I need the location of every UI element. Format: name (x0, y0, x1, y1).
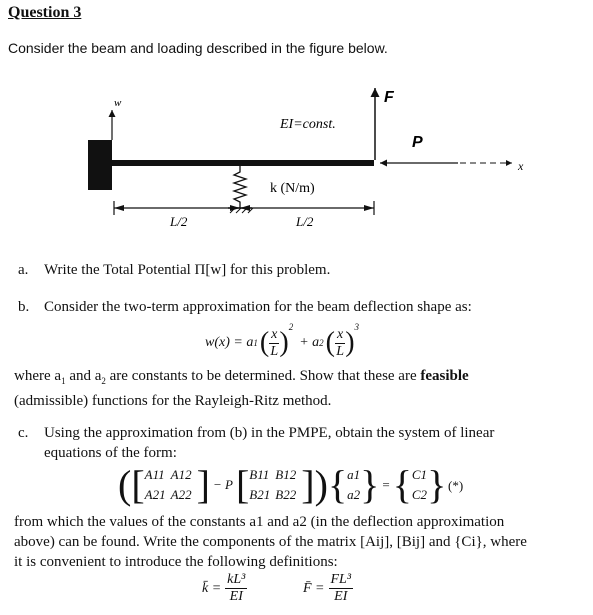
ei-label: EI=const. (280, 117, 336, 132)
a12: A12 (170, 467, 192, 482)
deflection-equation: w(x) = a 1 ( $\frac{x}{L}$ ) $^2$ + a 2 ( $\frac{x}{L}$ ) $^3$ (205, 322, 360, 359)
definition-f: F̄ = $\frac{\text{FL³}}{EI}$ (303, 572, 352, 604)
part-c-line1: Using the approximation from (b) in the PMPE, obtain the system of linear (44, 425, 495, 441)
spring-label: k (N/m) (270, 181, 315, 196)
b11: B11 (249, 467, 270, 482)
part-c-line2: equations of the form: (44, 445, 177, 461)
a21: A21 (144, 487, 166, 502)
intro-text: Consider the beam and loading described in the figure below. (8, 40, 388, 56)
p-label: P (412, 134, 423, 151)
part-a-marker: a. (18, 262, 29, 278)
beam-figure (0, 80, 593, 240)
feasible-word: feasible (420, 368, 469, 384)
equation-star: (*) (448, 478, 464, 493)
a2: a2 (347, 487, 361, 502)
part-c-marker: c. (18, 425, 29, 441)
x-label: x (518, 159, 524, 173)
part-b-text: Consider the two-term approximation for the beam deflection shape as: (44, 299, 472, 315)
part-b (18, 297, 472, 317)
part-a-text: Write the Total Potential Π[w] for this problem. (44, 262, 331, 278)
b12: B12 (275, 467, 297, 482)
part-b-followup: where $a_1$ and $a_2$ are constants to be determined. Show that these are feasible (admissible) functions for the Rayleigh-Ritz method. (14, 368, 469, 409)
wall-support (88, 140, 112, 190)
f-label: F (384, 89, 394, 106)
definition-k: k̄ = $\frac{\text{kL³}}{EI}$ (202, 572, 246, 604)
question-title: Question 3 (8, 4, 82, 21)
left-half-label: L/2 (170, 214, 188, 229)
part-b-marker: b. (18, 299, 30, 315)
a1: a1 (347, 467, 361, 482)
part-c-paragraph: from which the values of the constants a1 and a2 (in the deflection approximation above) can be found. Write the components of the matrix [Aij], [Bij] and {Ci}, where it is convenient to introduce the following definitions: (14, 514, 527, 570)
b21: B21 (249, 487, 271, 502)
c2: C2 (411, 487, 428, 502)
w-label: w (114, 97, 122, 109)
beam (112, 160, 374, 166)
a22: A22 (170, 487, 192, 502)
c1: C1 (411, 467, 428, 482)
matrix-equation: ( [ A11 A12 A21 A22 ] − P [ B11 B12 B21 B22 ] ) { a1 a2 } = { C1 C2 } (118, 462, 447, 507)
a11: A11 (144, 467, 165, 482)
part-c (18, 423, 573, 463)
b22: B22 (275, 487, 297, 502)
part-a (18, 260, 330, 280)
right-half-label: L/2 (296, 214, 314, 229)
spring (234, 166, 246, 208)
